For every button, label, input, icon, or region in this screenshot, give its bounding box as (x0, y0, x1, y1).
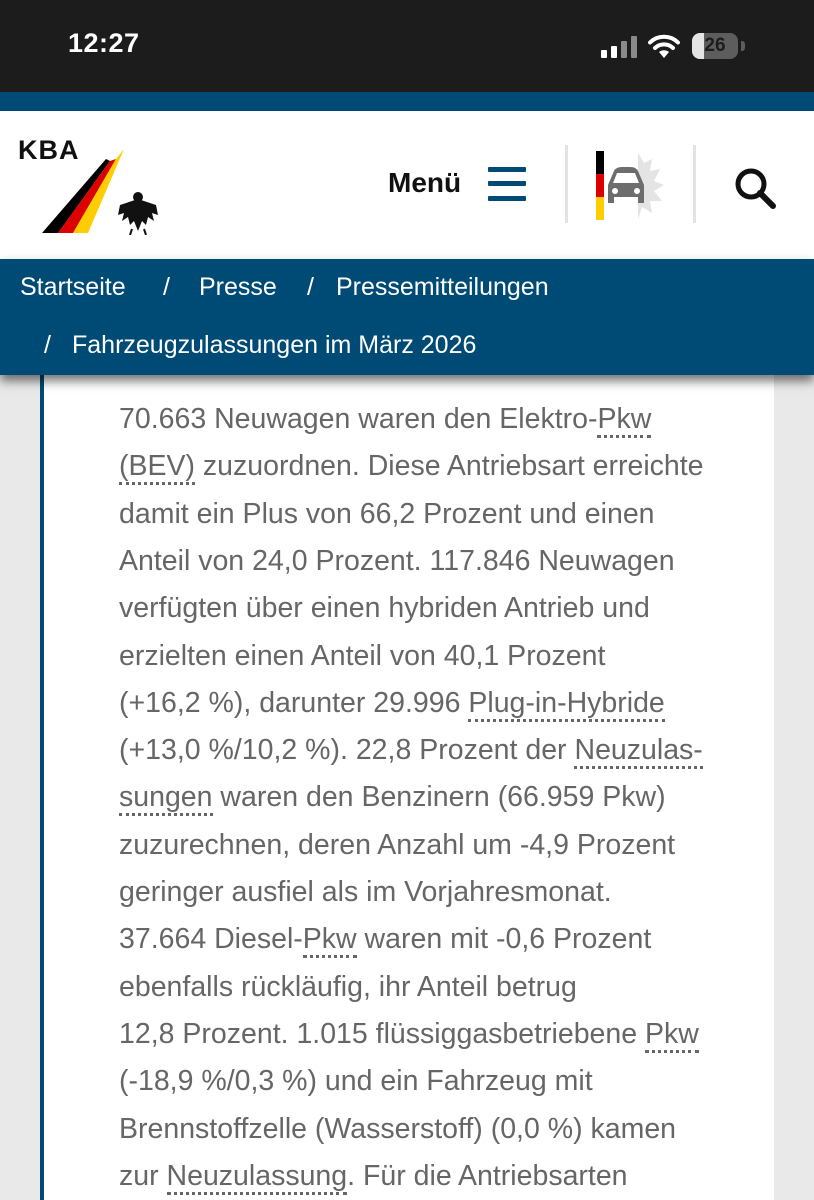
article-line (119, 822, 675, 869)
abbreviation-term[interactable]: Pkw (597, 403, 651, 438)
article-text-segment: (+16,2 %), darunter 29.996 (119, 686, 469, 719)
article-text-segment: geringer ausfiel als im Vorjahresmonat. (119, 876, 612, 908)
article-text-segment: erzielten einen Anteil von 40,1 Prozent (119, 639, 606, 672)
breadcrumb-separator: / (163, 273, 170, 301)
logo-text: KBA (18, 135, 80, 165)
vehicle-registration-icon[interactable] (594, 151, 666, 221)
article-text-segment: damit ein Plus von 66,2 Prozent und einen (119, 497, 655, 530)
article-text-segment: zuzurechnen, deren Anzahl um -4,9 Prozent (119, 828, 676, 861)
battery-percentage: 26 (704, 35, 726, 56)
article-line (119, 680, 665, 727)
article-line (119, 1153, 628, 1200)
article-text-segment: (-18,9 %/0,3 %) und ein Fahrzeug mit (119, 1065, 593, 1098)
article-text-segment: (+13,0 %/10,2 %). 22,8 Prozent der (119, 734, 575, 767)
breadcrumb-item-pressemitteilungen[interactable]: Pressemitteilungen (336, 273, 549, 301)
abbreviation-term[interactable]: (BEV) (119, 450, 195, 485)
article-line (119, 396, 651, 443)
article-line (119, 585, 650, 632)
status-bar (0, 0, 814, 92)
abbreviation-term[interactable]: sungen (119, 781, 213, 816)
article-text-segment: 12,8 Prozent. 1.015 flüssiggasbetriebene (119, 1017, 646, 1050)
article-text-segment: zur (119, 1159, 167, 1192)
breadcrumb-separator: / (307, 273, 314, 301)
article-content (40, 375, 774, 1200)
article-line (119, 633, 605, 680)
hamburger-menu-icon[interactable] (488, 167, 526, 201)
header-divider (693, 145, 696, 223)
cellular-signal-icon (601, 36, 637, 58)
abbreviation-term[interactable]: Pkw (303, 923, 357, 958)
article-line (119, 869, 612, 916)
article-text-segment: verfügten über einen hybriden Antrieb und (119, 592, 650, 625)
article-text-segment: Brennstoffzelle (Wasserstoff) (0,0 %) kamen (119, 1112, 677, 1145)
header-top-stripe (0, 92, 814, 111)
article-line (119, 774, 666, 821)
article-line (119, 538, 675, 585)
article-text-segment: waren mit -0,6 Prozent (356, 923, 652, 956)
article-text-segment: waren den Benzinern (66.959 Pkw) (212, 781, 666, 814)
article-line (119, 1011, 699, 1058)
article-line (119, 1058, 593, 1105)
article-text-segment: . Für die Antriebsarten (347, 1159, 628, 1192)
breadcrumb-item-startseite[interactable]: Startseite (20, 273, 126, 301)
breadcrumb-item-current-page: Fahrzeugzulassungen im März 2026 (72, 331, 477, 359)
breadcrumb-separator: / (44, 331, 51, 359)
menu-label[interactable]: Menü (388, 167, 462, 198)
abbreviation-term[interactable]: Neuzulas- (574, 734, 702, 769)
article-text-segment: 70.663 Neuwagen waren den Elektro- (119, 403, 598, 435)
abbreviation-term[interactable]: Plug-in-Hybride (468, 687, 664, 722)
content-left-border (40, 375, 44, 1200)
article-line (119, 491, 655, 538)
battery-icon (692, 33, 738, 59)
article-line (119, 916, 651, 963)
search-icon[interactable] (733, 166, 777, 210)
site-header (0, 111, 814, 259)
article-text-segment: zuzuordnen. Diese Antriebsart erreichte (195, 450, 704, 483)
wifi-icon (646, 33, 682, 59)
abbreviation-term[interactable]: Neuzulassung (167, 1160, 348, 1195)
abbreviation-term[interactable]: Pkw (645, 1018, 699, 1053)
article-line (119, 964, 577, 1011)
article-text-segment: ebenfalls rückläufig, ihr Anteil betrug (119, 970, 577, 1003)
article-line (119, 1106, 676, 1153)
article-line (119, 727, 703, 774)
kba-logo[interactable] (18, 135, 168, 247)
breadcrumb (0, 259, 814, 375)
article-text-segment: Anteil von 24,0 Prozent. 117.846 Neuwagen (119, 544, 675, 577)
breadcrumb-item-presse[interactable]: Presse (199, 273, 277, 301)
header-divider (565, 145, 568, 223)
federal-eagle-icon (116, 189, 160, 235)
article-text-segment: 37.664 Diesel- (119, 923, 303, 956)
battery-tip (741, 41, 745, 51)
status-time: 12:27 (68, 28, 140, 58)
article-line (119, 443, 704, 490)
